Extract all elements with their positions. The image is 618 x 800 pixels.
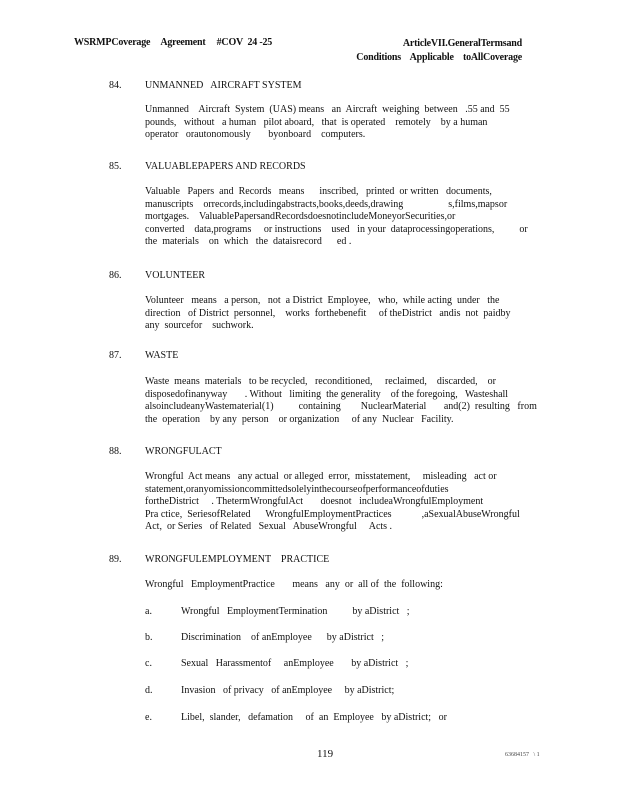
body-line: alsoincludeanyWastematerial(1) containing NuclearMaterial and(2) resulting from — [145, 401, 537, 413]
list-text: Sexual Harassmentof anEmployee by aDistrict ; — [181, 658, 409, 669]
section-title: WRONGFULACT — [145, 446, 222, 457]
body-line: fortheDistrict . ThetermWrongfulAct doesnot includeaWrongfulEmployment — [145, 496, 484, 508]
document-id: 63684157 \ 1 — [505, 752, 540, 758]
body-line: the materials on which the dataisrecord ed . — [145, 236, 352, 248]
section-number: 89. — [109, 554, 122, 565]
body-line: direction of District personnel, works forthebenefit of theDistrict andis not paidby — [145, 307, 511, 319]
list-letter: a. — [145, 606, 152, 617]
running-header-right — [356, 37, 522, 65]
body-line: Act, or Series of Related Sexual AbuseWrongful Acts . — [145, 521, 393, 533]
section-number: 86. — [109, 270, 122, 281]
header-plan-name: WSRMPCoverage — [74, 37, 151, 48]
body-line: operator orautonomously byonboard computers. — [145, 129, 366, 141]
body-line: disposedofinanyway . Without limiting the generality of the foregoing, Wasteshall — [145, 388, 509, 400]
body-line: statement,oranyomissioncommittedsolelyinthecourseofperformanceofduties — [145, 483, 449, 495]
section-body — [145, 376, 539, 426]
header-agreement-word: Agreement — [160, 37, 206, 48]
running-header-left — [74, 37, 272, 48]
section-body — [145, 295, 539, 333]
list-text: Discrimination of anEmployee by aDistrict ; — [181, 632, 385, 643]
header-cov-number: #COV 24 -25 — [216, 37, 273, 48]
section-number: 88. — [109, 446, 122, 457]
page-number: 119 — [317, 748, 334, 760]
section-number: 87. — [109, 350, 122, 361]
section-body — [145, 104, 539, 142]
header-article-subtitle: Conditions Applicable toAllCoverage — [356, 52, 522, 63]
list-text: Invasion of privacy of anEmployee by aDistrict; — [181, 685, 395, 696]
body-line: converted data,programs or instructions used in your dataprocessingoperations, or — [145, 223, 528, 235]
header-article-title: ArticleVII.GeneralTermsand — [402, 38, 522, 49]
section-title: VALUABLEPAPERS AND RECORDS — [145, 161, 306, 172]
section-title: WRONGFULEMPLOYMENT PRACTICE — [145, 554, 330, 565]
body-line: Waste means materials to be recycled, reconditioned, reclaimed, discarded, or — [145, 376, 497, 387]
list-letter: b. — [145, 632, 153, 643]
section-title: WASTE — [145, 350, 179, 361]
list-text: Libel, slander, defamation of an Employee by aDistrict; or — [181, 712, 447, 723]
body-line: any sourcefor suchwork. — [145, 320, 254, 332]
body-line: pounds, without a human pilot aboard, that is operated remotely by a human — [145, 116, 488, 128]
list-letter: c. — [145, 658, 152, 669]
section-body — [145, 471, 539, 534]
section-title: VOLUNTEER — [145, 270, 205, 281]
body-line: Unmanned Aircraft System (UAS) means an Aircraft weighing between .55 and 55 — [145, 104, 510, 115]
body-line: manuscripts orrecords,includingabstracts,books,deeds,drawing s,films,mapsor — [145, 198, 508, 210]
section-number: 84. — [109, 80, 122, 91]
list-letter: e. — [145, 712, 152, 723]
section-number: 85. — [109, 161, 122, 172]
section-body — [145, 186, 539, 249]
section-body — [145, 579, 539, 592]
list-text: Wrongful EmploymentTermination by aDistrict ; — [181, 606, 410, 617]
body-line: Pra ctice, SeriesofRelated WrongfulEmploymentPractices ,aSexualAbuseWrongful — [145, 508, 520, 520]
list-letter: d. — [145, 685, 153, 696]
body-line: the operation by any person or organization of any Nuclear Facility. — [145, 413, 454, 425]
section-title: UNMANNED AIRCRAFT SYSTEM — [145, 80, 302, 91]
body-line: Volunteer means a person, not a District Employee, who, while acting under the — [145, 295, 500, 306]
body-line: Valuable Papers and Records means inscribed, printed or written documents, — [145, 186, 492, 197]
body-line: Wrongful Act means any actual or alleged error, misstatement, misleading act or — [145, 471, 497, 482]
body-line: Wrongful EmploymentPractice means any or all of the following: — [145, 579, 443, 590]
body-line: mortgages. ValuablePapersandRecordsdoesnotincludeMoneyorSecurities,or — [145, 211, 456, 223]
